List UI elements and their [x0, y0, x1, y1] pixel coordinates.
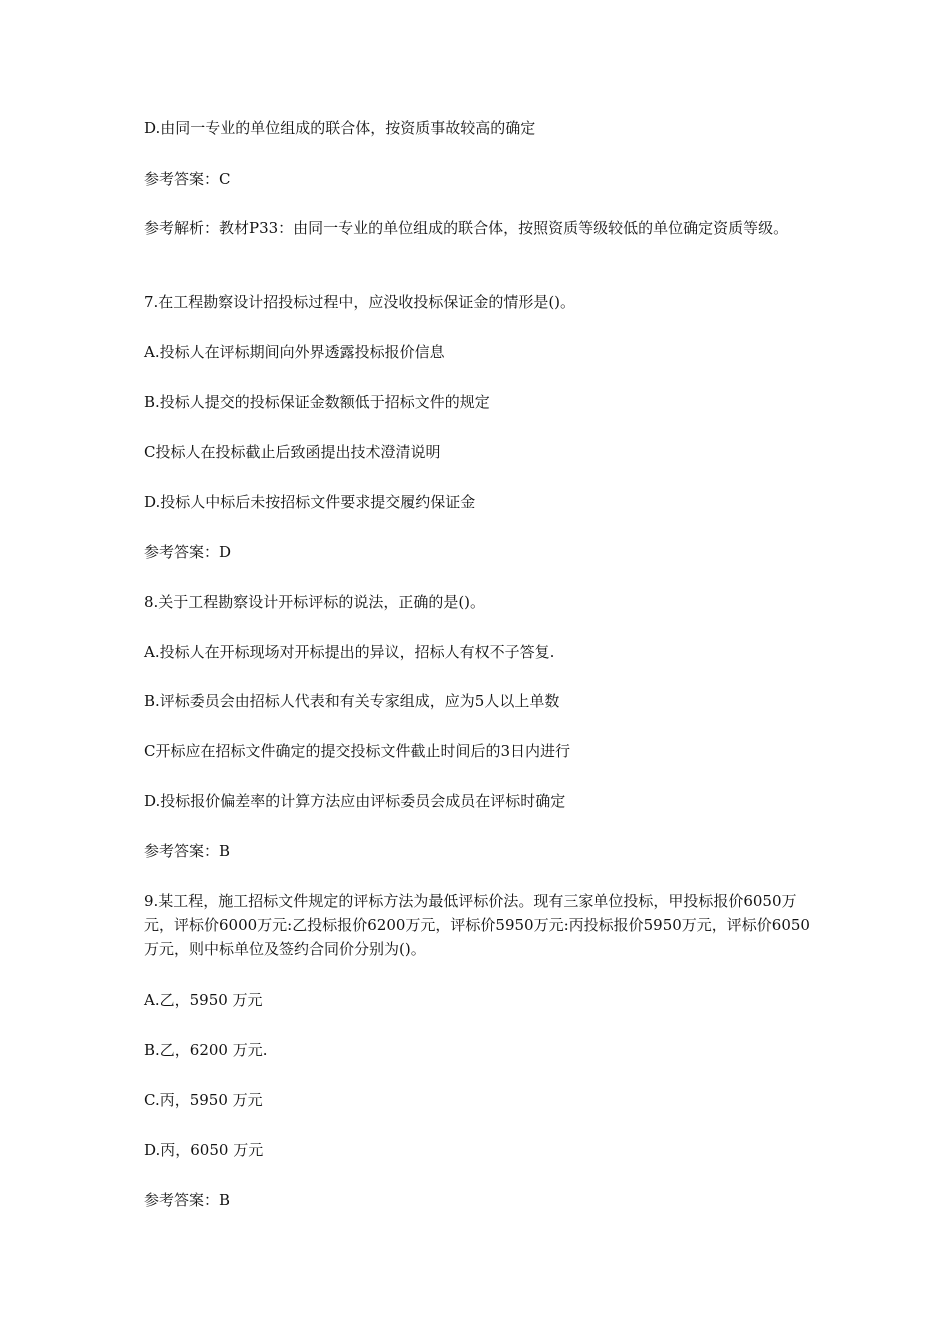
q8-option-d: D.投标报价偏差率的计算方法应由评标委员会成员在评标时确定: [144, 792, 566, 810]
q9-answer: 参考答案：B: [144, 1191, 231, 1209]
q7-answer: 参考答案：D: [144, 543, 232, 561]
q7-option-a: A.投标人在评标期间向外界透露投标报价信息: [144, 343, 445, 361]
q9-option-c: C.丙，5950 万元: [144, 1091, 263, 1109]
q6-option-d: D.由同一专业的单位组成的联合体，按资质事故较高的确定: [144, 119, 536, 137]
q8-option-c: C开标应在招标文件确定的提交投标文件截止时间后的3日内进行: [144, 742, 571, 760]
q6-analysis: 参考解析：教材P33：由同一专业的单位组成的联合体，按照资质等级较低的单位确定资质等级。: [144, 219, 789, 237]
q8-option-b: B.评标委员会由招标人代表和有关专家组成，应为5人以上单数: [144, 692, 560, 710]
q9-stem: 9.某工程，施工招标文件规定的评标方法为最低评标价法。现有三家单位投标，甲投标报价6050万元，评标价6000万元:乙投标报价6200万元，评标价5950万元:丙投标报价5950万元，评标价6050万元，则中标单位及签约合同价分别为()。: [144, 892, 810, 958]
q7-option-d: D.投标人中标后未按招标文件要求提交履约保证金: [144, 493, 476, 511]
q9-option-b: B.乙，6200 万元.: [144, 1041, 268, 1059]
q7-option-b: B.投标人提交的投标保证金数额低于招标文件的规定: [144, 393, 490, 411]
q8-answer: 参考答案：B: [144, 842, 231, 860]
q7-option-c: C投标人在投标截止后致函提出技术澄清说明: [144, 443, 441, 461]
q9-option-a: A.乙，5950 万元: [144, 991, 263, 1009]
q8-option-a: A.投标人在开标现场对开标提出的异议，招标人有权不子答复.: [144, 643, 555, 661]
q9-option-d: D.丙，6050 万元: [144, 1141, 264, 1159]
q7-stem: 7.在工程勘察设计招投标过程中，应没收投标保证金的情形是()。: [144, 293, 576, 311]
q8-stem: 8.关于工程勘察设计开标评标的说法，正确的是()。: [144, 593, 486, 611]
q6-answer: 参考答案：C: [144, 170, 231, 188]
